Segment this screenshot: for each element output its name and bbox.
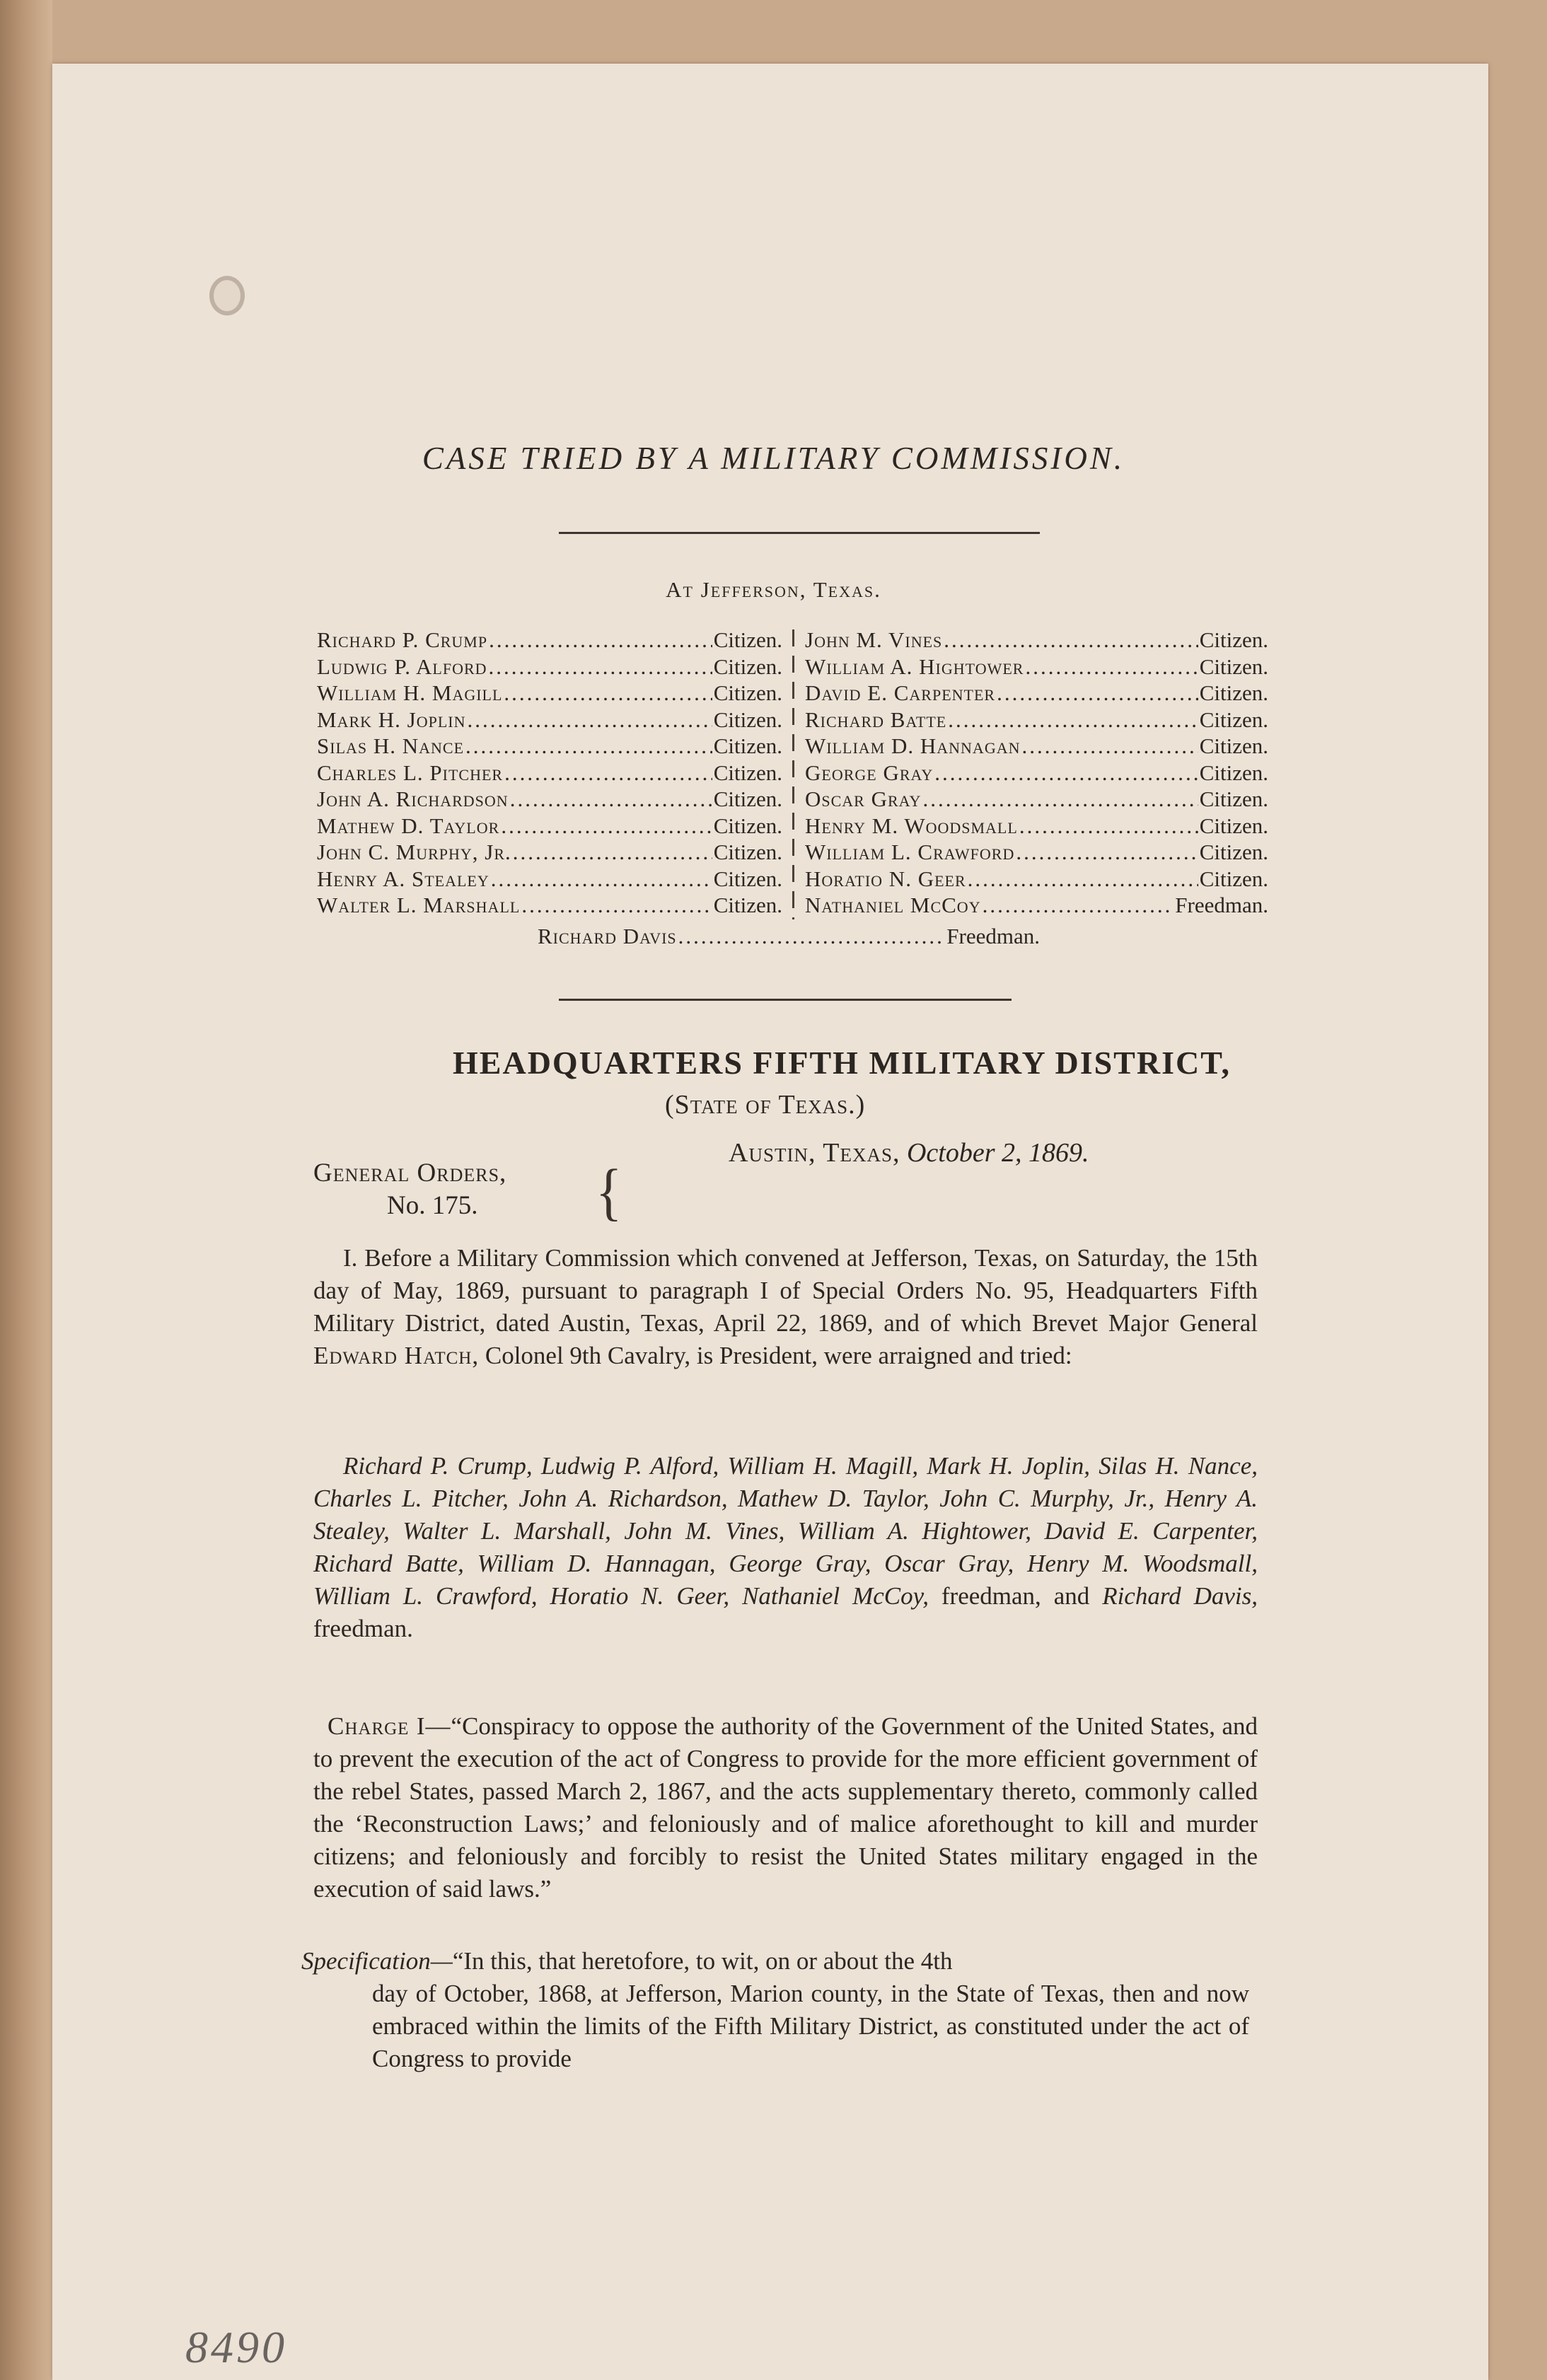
para1-text: I. Before a Military Commission which convened at Jefferson, Texas, on Saturday, the 15th day of May, 1869, pursuant to paragraph I of Special Orders No. 95, Headquarters Fifth Military District, dated Austin, Texas, April 22, 1869, and of which Brevet Major General <box>313 1244 1258 1337</box>
roster-name: William H. Magill <box>317 680 503 705</box>
leader-dots <box>489 654 712 680</box>
leader-dots <box>501 813 712 840</box>
freedman-note: freedman, and <box>941 1582 1090 1610</box>
roster-name: Oscar Gray <box>805 786 922 811</box>
roster-status: Citizen. <box>1199 760 1268 785</box>
roster-row <box>317 786 782 813</box>
roster-status: Citizen. <box>1199 786 1268 811</box>
roster-status: Citizen. <box>713 733 782 758</box>
leader-dots <box>491 866 712 893</box>
place-heading: At Jefferson, Texas. <box>666 577 881 602</box>
defendant-names: Richard P. Crump, Ludwig P. Alford, William H. Magill, Mark H. Joplin, Silas H. Nance, Charles L. Pitcher, John A. Richardson, Mathew D. Taylor, John C. Murphy, Jr., Henry A. Stealey, Walter L. Marshall, John M. Vines, William A. Hightower, David E. Carpenter, Richard Batte, William D. Hannagan, George Gray, Oscar Gray, Henry M. Woodsmall, William L. Crawford, Horatio N. Geer, Nathaniel McCoy, <box>313 1452 1258 1610</box>
roster-name: Charles L. Pitcher <box>317 760 504 785</box>
roster-row <box>317 733 782 760</box>
specification-block <box>301 1945 1249 2075</box>
specification-first-line <box>301 1945 1249 1978</box>
roster-row <box>317 866 782 893</box>
roster-row <box>805 654 1268 680</box>
roster-name: John C. Murphy, Jr. <box>317 840 511 864</box>
leader-dots <box>944 627 1198 654</box>
leader-dots <box>934 760 1198 786</box>
roster-name: Mathew D. Taylor <box>317 813 500 838</box>
roster-name: George Gray <box>805 760 934 785</box>
roster-status: Citizen. <box>713 654 782 679</box>
dateline-date: October 2, 1869. <box>906 1138 1089 1168</box>
roster-divider <box>792 629 794 919</box>
roster-row <box>805 733 1268 760</box>
title-rule <box>559 532 1040 534</box>
roster-name: David E. Carpenter <box>805 680 996 705</box>
leader-dots <box>922 786 1198 813</box>
roster-row <box>317 654 782 680</box>
roster-status: Citizen. <box>1199 627 1268 652</box>
roster-status: Citizen. <box>713 760 782 785</box>
binding-spine <box>0 0 52 2380</box>
roster-status: Citizen. <box>713 627 782 652</box>
leader-dots <box>510 786 712 813</box>
roster-status: Citizen. <box>1199 733 1268 758</box>
leader-dots <box>521 892 712 919</box>
leader-dots <box>678 924 946 949</box>
roster-status: Freedman. <box>946 924 1040 948</box>
dateline <box>729 1137 1089 1168</box>
roster-row <box>805 866 1268 893</box>
roster-extra-row <box>538 924 1040 949</box>
roster-row <box>317 760 782 786</box>
general-orders-block <box>313 1157 506 1222</box>
last-defendant: Richard Davis, <box>1102 1582 1258 1610</box>
headquarters-heading: HEADQUARTERS FIFTH MILITARY DISTRICT, <box>453 1045 1231 1081</box>
state-subheading: (State of Texas.) <box>665 1090 866 1120</box>
roster-status: Citizen. <box>1199 707 1268 732</box>
roster-name: Mark H. Joplin <box>317 707 466 732</box>
roster-status: Citizen. <box>713 813 782 838</box>
roster-name: John M. Vines <box>805 627 943 652</box>
document-title: CASE TRIED BY A MILITARY COMMISSION. <box>422 441 1125 476</box>
section-rule <box>559 999 1012 1001</box>
roster-row <box>317 813 782 840</box>
leader-dots <box>504 760 712 786</box>
roster-row <box>805 627 1268 654</box>
roster-row <box>317 680 782 707</box>
leader-dots <box>1025 654 1198 680</box>
roster-left-column <box>317 627 782 919</box>
roster-name: Nathaniel McCoy <box>805 893 981 917</box>
roster-name: John A. Richardson <box>317 786 509 811</box>
roster-row <box>805 839 1268 866</box>
roster-status: Citizen. <box>713 786 782 811</box>
roster-name: Ludwig P. Alford <box>317 654 487 679</box>
roster-row <box>317 839 782 866</box>
brace-mark: { <box>596 1156 622 1227</box>
leader-dots <box>1021 733 1198 760</box>
roster-name: Henry M. Woodsmall <box>805 813 1018 838</box>
general-orders-label: General Orders, <box>313 1159 507 1188</box>
leader-dots <box>968 866 1198 893</box>
charge-text: “Conspiracy to oppose the authority of the Government of the United States, and to prevent the execution of the act of Congress to provide for the more efficient government of the rebel States, passed March 2, 1867, and the acts supplementary thereto, commonly called the ‘Reconstruction Laws;’ and feloniously and of malice aforethought to kill and murder citizens; and feloniously and forcibly to resist the United States military engaged in the execution of said laws.” <box>313 1712 1258 1903</box>
roster-row <box>805 680 1268 707</box>
roster-status: Citizen. <box>713 866 782 891</box>
freedman-note-end: freedman. <box>313 1615 413 1642</box>
specification-label: Specification— <box>301 1947 453 1975</box>
roster-name: Richard P. Crump <box>317 627 488 652</box>
roster-name: Horatio N. Geer <box>805 866 966 891</box>
charge-label: Charge I— <box>328 1712 451 1740</box>
leader-dots <box>983 892 1174 919</box>
roster-name: Walter L. Marshall <box>317 893 521 917</box>
leader-dots <box>504 680 712 707</box>
leader-dots <box>468 707 712 733</box>
roster-status: Citizen. <box>1199 654 1268 679</box>
roster-status: Citizen. <box>1199 866 1268 891</box>
accession-number: 8490 <box>185 2322 287 2372</box>
dateline-place: Austin, Texas, <box>729 1138 900 1168</box>
roster-name: Henry A. Stealey <box>317 866 489 891</box>
leader-dots <box>1019 813 1198 840</box>
punch-hole <box>209 276 245 315</box>
roster-row <box>317 892 782 919</box>
roster-status: Citizen. <box>713 893 782 917</box>
roster-name: William L. Crawford <box>805 840 1015 864</box>
roster-name: William A. Hightower <box>805 654 1024 679</box>
roster-right-column <box>805 627 1268 919</box>
paragraph-defendants <box>313 1450 1258 1645</box>
roster-row <box>317 707 782 733</box>
roster-row <box>805 892 1268 919</box>
roster-name: William D. Hannagan <box>805 733 1021 758</box>
roster-row <box>317 627 782 654</box>
general-orders-number: No. 175. <box>387 1191 478 1220</box>
paragraph-charge <box>313 1710 1258 1905</box>
leader-dots <box>1016 839 1198 866</box>
roster-row <box>805 813 1268 840</box>
roster-row <box>805 786 1268 813</box>
roster-status: Citizen. <box>1199 840 1268 864</box>
roster-status: Citizen. <box>713 840 782 864</box>
leader-dots <box>948 707 1198 733</box>
president-name: Edward Hatch, <box>313 1342 480 1369</box>
leader-dots <box>489 627 712 654</box>
para1-text-end: Colonel 9th Cavalry, is President, were arraigned and tried: <box>485 1342 1072 1369</box>
leader-dots <box>997 680 1198 707</box>
specification-continued: day of October, 1868, at Jefferson, Marion county, in the State of Texas, then and now embraced within the limits of the Fifth Military District, as constituted under the act of Congress to provide <box>372 1980 1249 2072</box>
paragraph-commission <box>313 1242 1258 1372</box>
roster-status: Citizen. <box>713 707 782 732</box>
roster-name: Richard Davis <box>538 924 677 948</box>
roster-name: Richard Batte <box>805 707 947 732</box>
roster-status: Freedman. <box>1175 893 1268 917</box>
roster-name: Silas H. Nance <box>317 733 465 758</box>
roster-row <box>805 760 1268 786</box>
leader-dots <box>513 839 712 866</box>
leader-dots <box>465 733 712 760</box>
roster-status: Citizen. <box>1199 680 1268 705</box>
roster-status: Citizen. <box>713 680 782 705</box>
roster-row <box>805 707 1268 733</box>
roster-status: Citizen. <box>1199 813 1268 838</box>
specification-text: “In this, that heretofore, to wit, on or about the 4th <box>452 1947 953 1975</box>
